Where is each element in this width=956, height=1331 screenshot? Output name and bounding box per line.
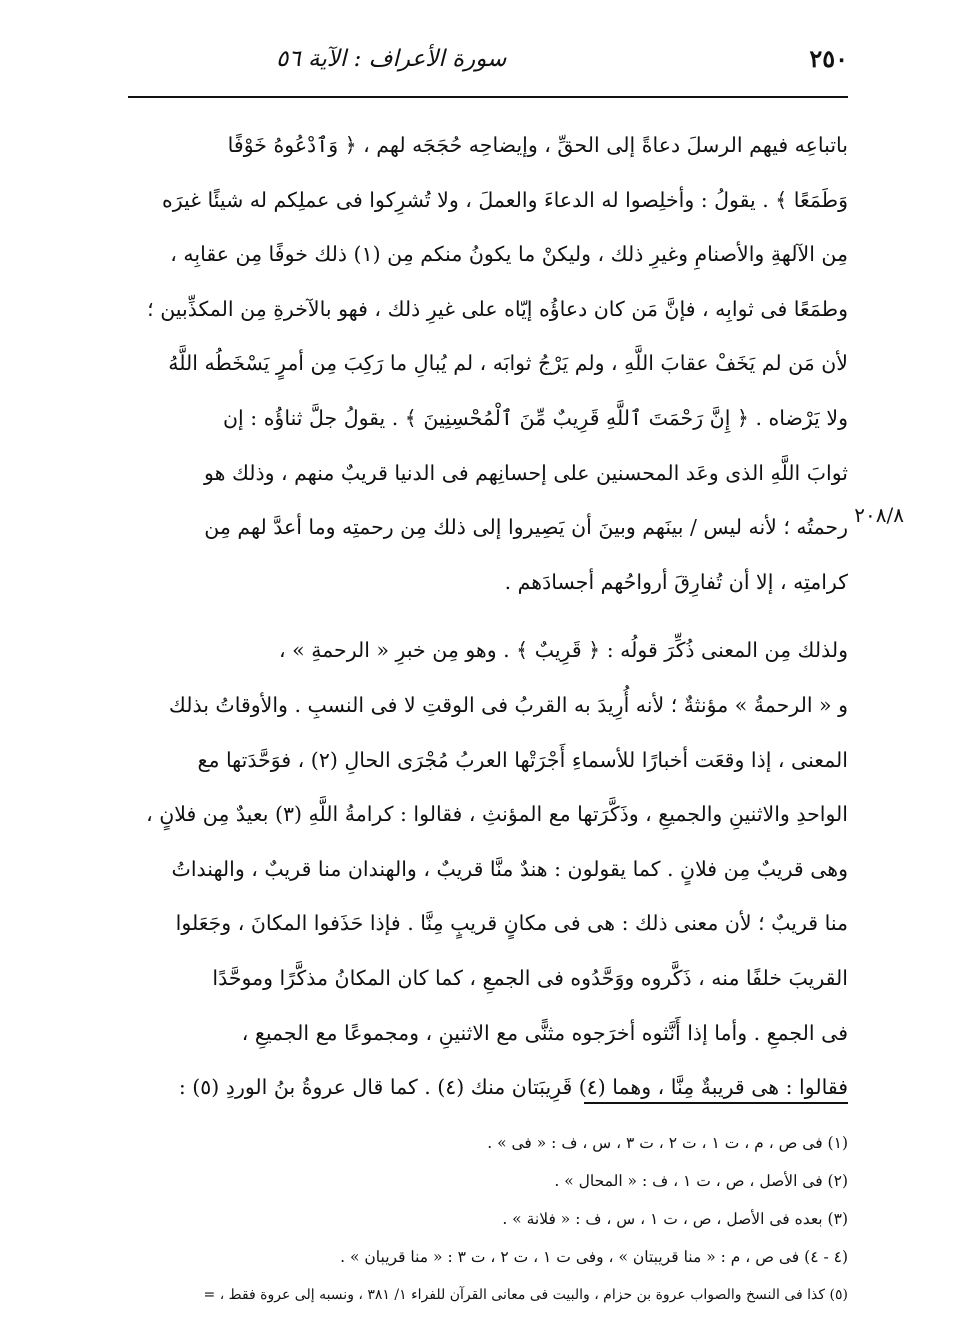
text-line: ثوابَ اللَّهِ الذى وعَد المحسنين على إحسانِهم فى الدنيا قريبٌ منهم ، وذلك هو bbox=[204, 460, 848, 485]
footnote: (٣) بعده فى الأصل ، ص ، ت ١ ، س ، ف : « فلانة » . bbox=[502, 1210, 848, 1228]
footnote: (٤ - ٤) فى ص ، م : « منا قريبتان » ، وفى ت ١ ، ت ٢ ، ت ٣ : « منا قريبان » . bbox=[340, 1248, 848, 1266]
text-line: القريبَ خلفًا منه ، ذَكَّروه ووَحَّدُوه فى الجمعِ ، كما كان المكانُ مذكَّرًا وموحَّدًا bbox=[212, 965, 848, 990]
text-line: مِن الآلهةِ والأصنامِ وغيرِ ذلك ، وليكنْ ما يكونُ منكم مِن (١) ذلك خوفًا مِن عقابِه ، bbox=[170, 242, 848, 267]
text-line: ولذلك مِن المعنى ذُكِّرَ قولُه : ﴿ قَرِيبٌ ﴾ . وهو مِن خبرِ « الرحمةِ » ، bbox=[279, 638, 848, 663]
margin-reference: ٢٠٨/٨ bbox=[854, 503, 904, 527]
page-header bbox=[128, 44, 848, 84]
text-line: لأن مَن لم يَخَفْ عقابَ اللَّهِ ، ولم يَرْجُ ثوابَه ، لم يُبالِ ما رَكِبَ مِن أمرٍ يَسْخَطُه اللَّهُ bbox=[168, 351, 848, 376]
text-line: منا قريبٌ ؛ لأن معنى ذلك : هى فى مكانٍ قريبٍ مِنَّا . فإذا حَذَفوا المكانَ ، وجَعَلوا bbox=[175, 911, 848, 936]
text-line: فقالوا : هى قريبةٌ مِنَّا ، وهما (٤) قَرِيبَتان منك (٤) . كما قال عروةُ بنُ الوردِ (٥) : bbox=[178, 1075, 848, 1100]
text-line: ولا يَرْضاه . ﴿ إِنَّ رَحْمَتَ ٱللَّهِ قَرِيبٌ مِّنَ ٱلْمُحْسِنِينَ ﴾ . يقولُ جلَّ ثناؤُه : إن bbox=[223, 405, 848, 430]
text-line: فى الجمعِ . وأما إذا أَنَّثوه أخرَجوه مثنًّى مع الاثنينِ ، ومجموعًا مع الجميعِ ، bbox=[241, 1020, 848, 1045]
text-line: و « الرحمةُ » مؤنثةٌ ؛ لأنه أُرِيدَ به القربُ فى الوقتِ لا فى النسبِ . والأوقاتُ بذلك bbox=[168, 692, 848, 717]
header-rule bbox=[128, 96, 848, 98]
text-line: وهى قريبٌ مِن فلانٍ . كما يقولون : هندٌ منَّا قريبٌ ، والهندان منا قريبٌ ، والهنداتُ bbox=[171, 856, 848, 881]
text-line: كرامتِه ، إلا أن تُفارِقَ أرواحُهم أجسادَهم . bbox=[504, 569, 848, 594]
text-line: باتباعِه فيهم الرسلَ دعاةً إلى الحقِّ ، وإيضاحِه حُجَجَه لهم ، ﴿ وَٱدْعُوهُ خَوْفًا bbox=[227, 133, 848, 157]
text-line: المعنى ، إذا وقعَت أخبارًا للأسماءِ أَجْرَتْها العربُ مُجْرَى الحالِ (٢) ، فوَحَّدَتها مع bbox=[197, 747, 848, 772]
text-line: وطمَعًا فى ثوابِه ، فإنَّ مَن كان دعاؤُه إيّاه على غيرِ ذلك ، فهو بالآخرةِ مِن المكذِّبين ؛ bbox=[147, 296, 848, 321]
page-number: ٢٥٠ bbox=[809, 44, 848, 73]
footnote-rule bbox=[584, 1102, 848, 1104]
text-line: الواحدِ والاثنينِ والجميعِ ، وذَكَّرَتها مع المؤنثِ ، فقالوا : كرامةُ اللَّهِ (٣) بعيدٌ مِن فلانٍ ، bbox=[146, 802, 848, 827]
footnote: (١) فى ص ، م ، ت ١ ، ت ٢ ، ت ٣ ، س ، ف : « فى » . bbox=[487, 1134, 848, 1152]
paragraph-2 bbox=[128, 623, 848, 1114]
running-head: سورة الأعراف : الآية ٥٦ bbox=[276, 46, 507, 72]
paragraph-1 bbox=[128, 118, 848, 609]
footnote: (٢) فى الأصل ، ص ، ت ١ ، ف : « المحال » . bbox=[554, 1172, 848, 1190]
footnotes bbox=[128, 1124, 848, 1314]
text-line: رحمتُه ؛ لأنه ليس / بينَهم وبينَ أن يَصِيروا إلى ذلك مِن رحمتِه وما أعدَّ لهم مِن bbox=[204, 515, 848, 540]
footnote: (٥) كذا فى النسخ والصواب عروة بن حزام ، والبيت فى معانى القرآن للفراء ١/ ٣٨١ ، ونسبه إلى عروة فقط ، = bbox=[203, 1287, 848, 1303]
main-text bbox=[128, 118, 848, 1115]
text-line: وَطَمَعًا ﴾ . يقولُ : وأخلِصوا له الدعاءَ والعملَ ، ولا تُشرِكوا فى عملِكم له شيئًا غيرَه bbox=[161, 187, 848, 212]
